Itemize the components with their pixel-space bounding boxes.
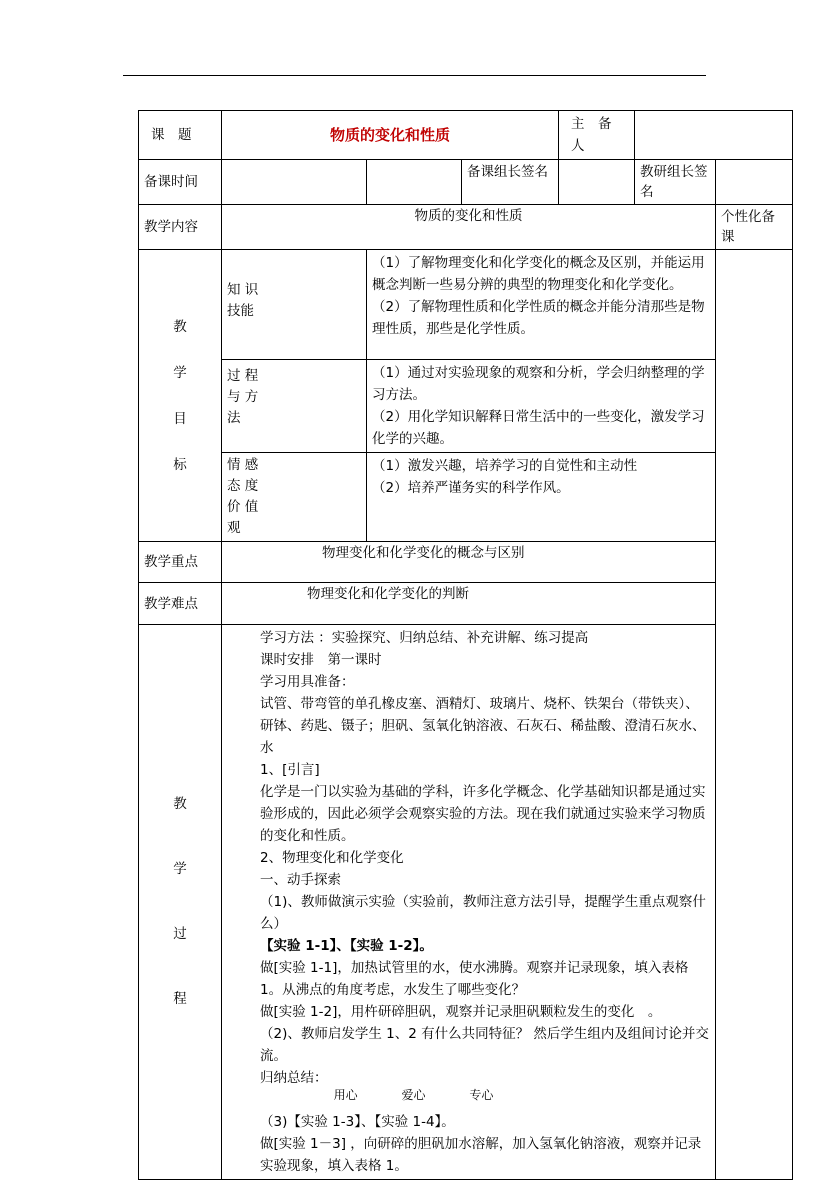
teaching-content-label: 教学内容: [139, 205, 222, 250]
objective-process-label: 过 程 与 方 法: [222, 360, 367, 453]
objective-attitude-text: （1）激发兴趣，培养学习的自觉性和主动性 （2）培养严谨务实的科学作风。: [367, 453, 716, 542]
objective-process-text: （1）通过对实验现象的观察和分析，学会归纳整理的学习方法。 （2）用化学知识解释日常生活中的一些变化，激发学习化学的兴趣。: [367, 360, 716, 453]
objectives-side-label: 教 学 目 标: [139, 250, 222, 542]
objective-knowledge-label: 知 识 技能: [222, 250, 367, 360]
research-leader-sign-value: [716, 160, 793, 205]
footer-word: 爱心: [401, 1088, 426, 1102]
key-point-value: 物理变化和化学变化的概念与区别: [222, 542, 716, 583]
research-leader-sign-label: 教研组长签名: [635, 160, 716, 205]
prep-time-extra: [367, 160, 462, 205]
footer-word: 专心: [469, 1088, 494, 1102]
prep-time-label: 备课时间: [139, 160, 222, 205]
page-title: 物质的变化和性质: [222, 111, 559, 160]
lead-preparer-value: [635, 111, 793, 160]
process-content: 学习方法 ：实验探究、归纳总结、补充讲解、练习提高 课时安排 第一课时 学习用具准备： 试管、带弯管的单孔橡皮塞、酒精灯、玻璃片、烧杯、铁架台（带铁夹）、研钵、药匙、镊子；胆矾、氢氧化钠溶液、石灰石、稀盐酸、澄清石灰水、水 1、[引言] 化学是一门以实验为基础的学科，许多化学概念、化学基础知识都是通过实验形成的，因此必须学会观察实验的方法。现在我们就通过实验来学习物质的变化和性质。 2、物理变化和化学变化 一、动手探索 （1)、教师做演示实验（实验前，教师注意方法引导，提醒学生重点观察什么） 【实验 1-1】、【实验 1-2】。 做[实验 1-1]，加热试管里的水，使水沸腾。观察并记录现象，填入表格 1。从沸点的角度考虑，水发生了哪些变化？ 做[实验 1-2]，用杵研碎胆矾，观察并记录胆矾颗粒发生的变化 。 （2)、教师启发学生 1、2 有什么共同特征？ 然后学生组内及组间讨论并交流。 归纳总结： （3)【实验 1-3】、【实验 1-4】。 做[实验 1－3] ，向研碎的胆矾加水溶解，加入氢氧化钠溶液，观察并记录实验现象，填入表格 1。: [222, 625, 716, 1180]
topic-label: 课 题: [139, 111, 222, 160]
personalized-prep-label: 个性化备课: [716, 205, 793, 250]
header-rule: [123, 75, 706, 76]
group-leader-sign-label: 备课组长签名: [462, 160, 559, 205]
lead-preparer-label: 主 备 人: [559, 111, 635, 160]
key-point-label: 教学重点: [139, 542, 222, 583]
prep-time-value: [222, 160, 367, 205]
difficulty-label: 教学难点: [139, 583, 222, 625]
personalized-prep-column: [716, 250, 793, 1180]
difficulty-value: 物理变化和化学变化的判断: [222, 583, 716, 625]
process-side-label: 教 学 过 程: [139, 625, 222, 1180]
teaching-content-value: 物质的变化和性质: [222, 205, 716, 250]
footer-word: 用心: [333, 1088, 358, 1102]
group-leader-sign-value: [559, 160, 635, 205]
page-footer: [0, 1086, 827, 1103]
objective-knowledge-text: （1）了解物理变化和化学变化的概念及区别，并能运用概念判断一些易分辨的典型的物理变化和化学变化。 （2）了解物理性质和化学性质的概念并能分清那些是物理性质，那些是化学性质。: [367, 250, 716, 360]
objective-attitude-label: 情 感 态 度 价 值 观: [222, 453, 367, 542]
lesson-plan-table: [138, 110, 793, 1180]
